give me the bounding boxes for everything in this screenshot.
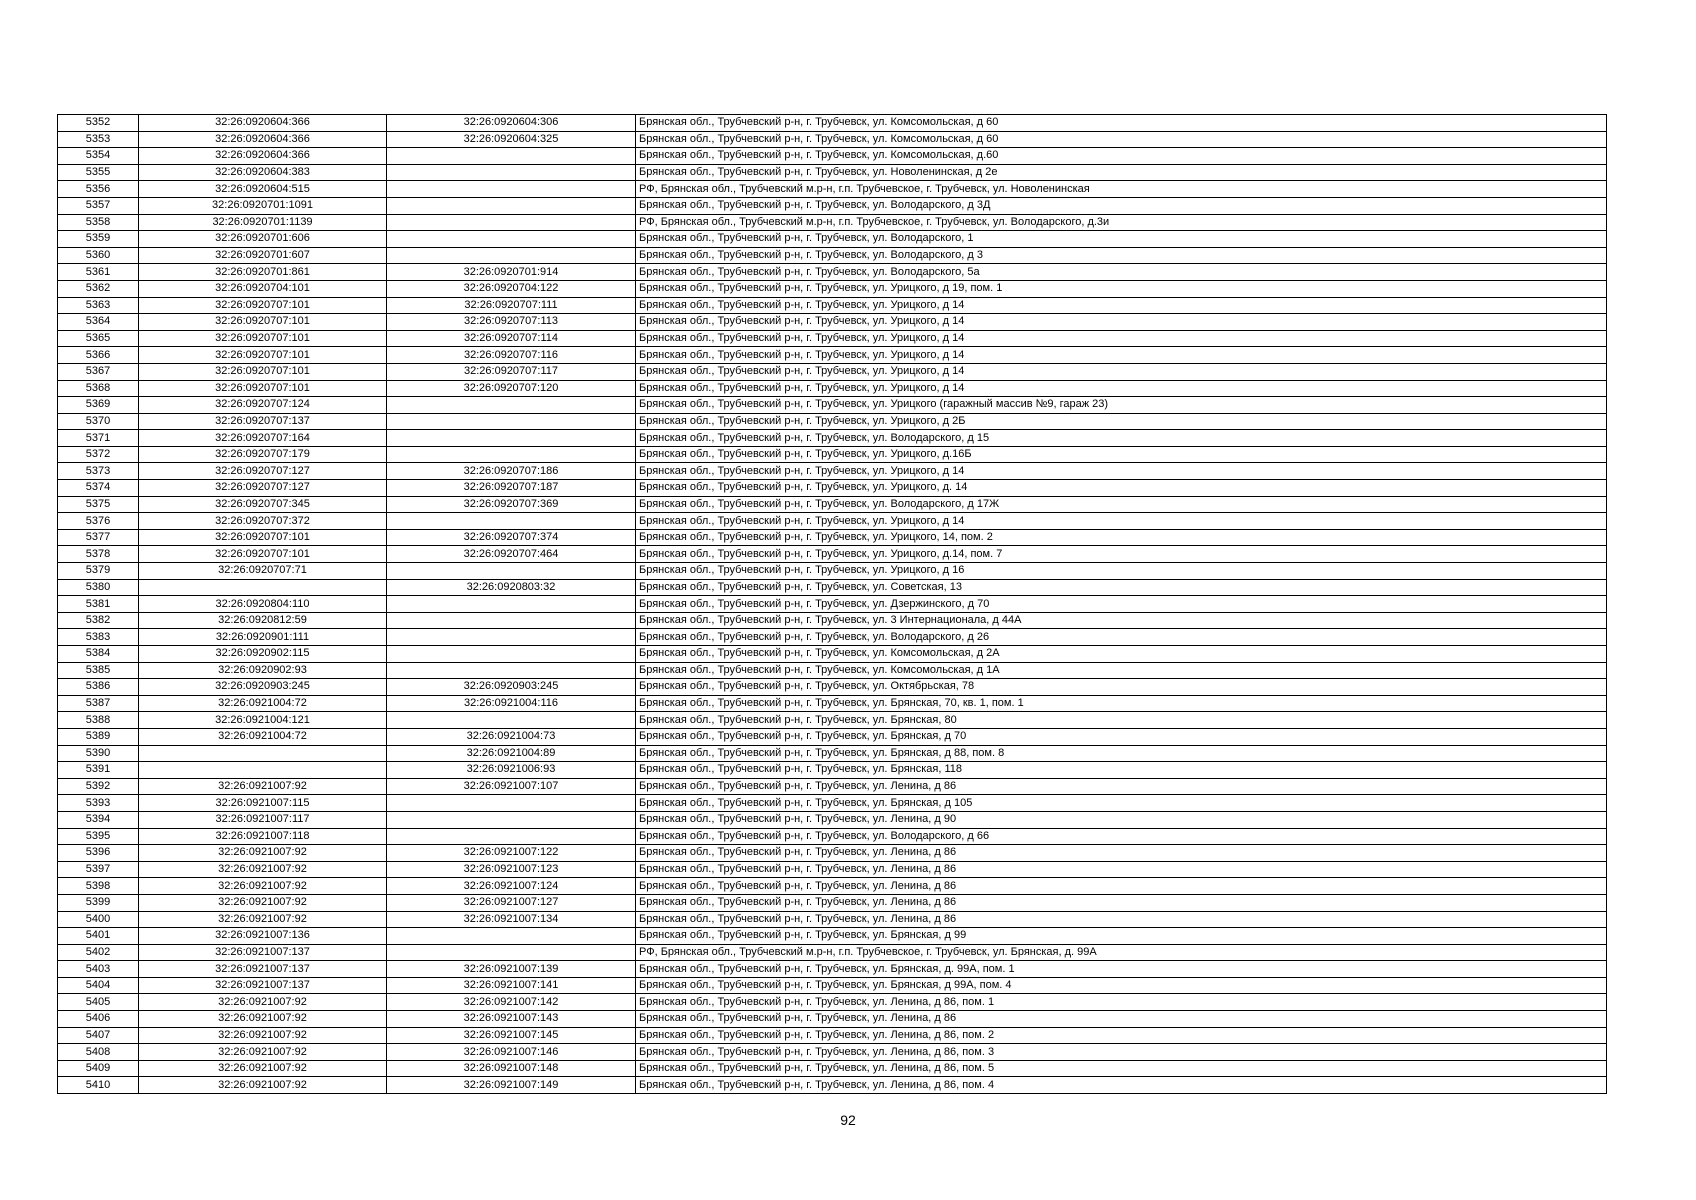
table-row: [58, 646, 1607, 663]
building-number-cell: 32:26:0921004:116: [387, 695, 636, 712]
address-cell: РФ, Брянская обл., Трубчевский м.р-н, г.п. Трубчевское, г. Трубчевск, ул. Брянская, д. 99А: [636, 944, 1607, 961]
parcel-number-cell: 32:26:0921007:137: [139, 961, 387, 978]
parcel-number-cell: 32:26:0921007:92: [139, 778, 387, 795]
building-number-cell: [387, 197, 636, 214]
address-cell: Брянская обл., Трубчевский р-н, г. Трубчевск, ул. Ленина, д 90: [636, 811, 1607, 828]
property-table: [57, 114, 1607, 1094]
table-row: [58, 231, 1607, 248]
building-number-cell: [387, 795, 636, 812]
address-cell: Брянская обл., Трубчевский р-н, г. Трубчевск, ул. Ленина, д 86: [636, 911, 1607, 928]
table-row: [58, 413, 1607, 430]
address-cell: Брянская обл., Трубчевский р-н, г. Трубчевск, ул. Урицкого, д 14: [636, 363, 1607, 380]
building-number-cell: [387, 811, 636, 828]
address-cell: Брянская обл., Трубчевский р-н, г. Трубчевск, ул. Володарского, д 26: [636, 629, 1607, 646]
address-cell: Брянская обл., Трубчевский р-н, г. Трубчевск, ул. Брянская, 70, кв. 1, пом. 1: [636, 695, 1607, 712]
building-number-cell: [387, 944, 636, 961]
building-number-cell: 32:26:0921007:139: [387, 961, 636, 978]
table-row: [58, 662, 1607, 679]
table-row: [58, 380, 1607, 397]
address-cell: Брянская обл., Трубчевский р-н, г. Трубчевск, ул. 3 Интернационала, д 44А: [636, 612, 1607, 629]
table-row: [58, 546, 1607, 563]
address-cell: Брянская обл., Трубчевский р-н, г. Трубчевск, ул. Брянская, д. 99А, пом. 1: [636, 961, 1607, 978]
parcel-number-cell: 32:26:0921007:118: [139, 828, 387, 845]
building-number-cell: 32:26:0921006:93: [387, 762, 636, 779]
row-number-cell: 5402: [58, 944, 139, 961]
parcel-number-cell: 32:26:0921007:115: [139, 795, 387, 812]
building-number-cell: 32:26:0921004:89: [387, 745, 636, 762]
row-number-cell: 5404: [58, 977, 139, 994]
building-number-cell: 32:26:0920707:186: [387, 463, 636, 480]
building-number-cell: 32:26:0921007:141: [387, 977, 636, 994]
table-row: [58, 994, 1607, 1011]
address-cell: Брянская обл., Трубчевский р-н, г. Трубчевск, ул. Урицкого (гаражный массив №9, гараж 23): [636, 397, 1607, 414]
table-row: [58, 496, 1607, 513]
building-number-cell: [387, 646, 636, 663]
table-row: [58, 911, 1607, 928]
building-number-cell: [387, 662, 636, 679]
row-number-cell: 5374: [58, 480, 139, 497]
building-number-cell: [387, 181, 636, 198]
parcel-number-cell: [139, 579, 387, 596]
address-cell: Брянская обл., Трубчевский р-н, г. Трубчевск, ул. Володарского, д 3Д: [636, 197, 1607, 214]
parcel-number-cell: 32:26:0920707:124: [139, 397, 387, 414]
table-row: [58, 247, 1607, 264]
row-number-cell: 5366: [58, 347, 139, 364]
parcel-number-cell: 32:26:0920707:137: [139, 413, 387, 430]
building-number-cell: 32:26:0920707:114: [387, 330, 636, 347]
table-row: [58, 264, 1607, 281]
building-number-cell: [387, 247, 636, 264]
table-row: [58, 148, 1607, 165]
address-cell: Брянская обл., Трубчевский р-н, г. Трубчевск, ул. Комсомольская, д.60: [636, 148, 1607, 165]
building-number-cell: 32:26:0921007:149: [387, 1077, 636, 1094]
table-row: [58, 629, 1607, 646]
row-number-cell: 5362: [58, 280, 139, 297]
parcel-number-cell: 32:26:0920707:101: [139, 529, 387, 546]
address-cell: Брянская обл., Трубчевский р-н, г. Трубчевск, ул. Ленина, д 86: [636, 1011, 1607, 1028]
address-cell: Брянская обл., Трубчевский р-н, г. Трубчевск, ул. Брянская, 118: [636, 762, 1607, 779]
address-cell: Брянская обл., Трубчевский р-н, г. Трубчевск, ул. Комсомольская, д 60: [636, 131, 1607, 148]
row-number-cell: 5395: [58, 828, 139, 845]
table-row: [58, 612, 1607, 629]
table-row: [58, 1027, 1607, 1044]
row-number-cell: 5382: [58, 612, 139, 629]
building-number-cell: 32:26:0921007:123: [387, 861, 636, 878]
table-row: [58, 1077, 1607, 1094]
building-number-cell: 32:26:0921007:122: [387, 845, 636, 862]
table-row: [58, 861, 1607, 878]
address-cell: Брянская обл., Трубчевский р-н, г. Трубчевск, ул. Урицкого, 14, пом. 2: [636, 529, 1607, 546]
address-cell: Брянская обл., Трубчевский р-н, г. Трубчевск, ул. Советская, 13: [636, 579, 1607, 596]
parcel-number-cell: 32:26:0921007:92: [139, 894, 387, 911]
parcel-number-cell: 32:26:0921007:137: [139, 944, 387, 961]
table-row: [58, 563, 1607, 580]
parcel-number-cell: 32:26:0921007:92: [139, 1077, 387, 1094]
table-row: [58, 197, 1607, 214]
address-cell: Брянская обл., Трубчевский р-н, г. Трубчевск, ул. Ленина, д 86: [636, 894, 1607, 911]
table-row: [58, 679, 1607, 696]
parcel-number-cell: 32:26:0921007:92: [139, 845, 387, 862]
table-row: [58, 845, 1607, 862]
parcel-number-cell: 32:26:0920604:366: [139, 115, 387, 132]
parcel-number-cell: 32:26:0921004:121: [139, 712, 387, 729]
table-row: [58, 430, 1607, 447]
address-cell: Брянская обл., Трубчевский р-н, г. Трубчевск, ул. Урицкого, д 14: [636, 297, 1607, 314]
address-cell: Брянская обл., Трубчевский р-н, г. Трубчевск, ул. Ленина, д 86, пом. 2: [636, 1027, 1607, 1044]
address-cell: Брянская обл., Трубчевский р-н, г. Трубчевск, ул. Брянская, д 99: [636, 928, 1607, 945]
parcel-number-cell: 32:26:0920707:164: [139, 430, 387, 447]
table-row: [58, 928, 1607, 945]
parcel-number-cell: 32:26:0920604:366: [139, 131, 387, 148]
parcel-number-cell: 32:26:0921007:92: [139, 1044, 387, 1061]
building-number-cell: 32:26:0920704:122: [387, 280, 636, 297]
table-row: [58, 131, 1607, 148]
parcel-number-cell: [139, 762, 387, 779]
address-cell: Брянская обл., Трубчевский р-н, г. Трубчевск, ул. Ленина, д 86: [636, 861, 1607, 878]
address-cell: Брянская обл., Трубчевский р-н, г. Трубчевск, ул. Комсомольская, д 1А: [636, 662, 1607, 679]
row-number-cell: 5403: [58, 961, 139, 978]
table-row: [58, 181, 1607, 198]
address-cell: Брянская обл., Трубчевский р-н, г. Трубчевск, ул. Комсомольская, д 2А: [636, 646, 1607, 663]
table-row: [58, 1011, 1607, 1028]
row-number-cell: 5353: [58, 131, 139, 148]
parcel-number-cell: 32:26:0921007:92: [139, 878, 387, 895]
address-cell: Брянская обл., Трубчевский р-н, г. Трубчевск, ул. Урицкого, д 16: [636, 563, 1607, 580]
row-number-cell: 5352: [58, 115, 139, 132]
row-number-cell: 5371: [58, 430, 139, 447]
table-row: [58, 1060, 1607, 1077]
building-number-cell: 32:26:0921007:146: [387, 1044, 636, 1061]
address-cell: Брянская обл., Трубчевский р-н, г. Трубчевск, ул. Ленина, д 86: [636, 778, 1607, 795]
building-number-cell: 32:26:0920604:306: [387, 115, 636, 132]
parcel-number-cell: 32:26:0920701:607: [139, 247, 387, 264]
parcel-number-cell: 32:26:0920707:101: [139, 380, 387, 397]
table-row: [58, 115, 1607, 132]
building-number-cell: 32:26:0921007:148: [387, 1060, 636, 1077]
parcel-number-cell: 32:26:0920707:101: [139, 363, 387, 380]
row-number-cell: 5361: [58, 264, 139, 281]
address-cell: Брянская обл., Трубчевский р-н, г. Трубчевск, ул. Володарского, д 3: [636, 247, 1607, 264]
address-cell: Брянская обл., Трубчевский р-н, г. Трубчевск, ул. Урицкого, д.16Б: [636, 446, 1607, 463]
row-number-cell: 5358: [58, 214, 139, 231]
row-number-cell: 5407: [58, 1027, 139, 1044]
table-row: [58, 811, 1607, 828]
page-number: 92: [840, 1112, 856, 1128]
parcel-number-cell: 32:26:0921007:92: [139, 1027, 387, 1044]
row-number-cell: 5368: [58, 380, 139, 397]
building-number-cell: [387, 828, 636, 845]
table-row: [58, 280, 1607, 297]
parcel-number-cell: 32:26:0920902:115: [139, 646, 387, 663]
parcel-number-cell: 32:26:0921007:92: [139, 1060, 387, 1077]
parcel-number-cell: 32:26:0920707:345: [139, 496, 387, 513]
parcel-number-cell: 32:26:0920707:179: [139, 446, 387, 463]
parcel-number-cell: 32:26:0921007:117: [139, 811, 387, 828]
row-number-cell: 5393: [58, 795, 139, 812]
address-cell: Брянская обл., Трубчевский р-н, г. Трубчевск, ул. Комсомольская, д 60: [636, 115, 1607, 132]
row-number-cell: 5359: [58, 231, 139, 248]
building-number-cell: [387, 712, 636, 729]
address-cell: Брянская обл., Трубчевский р-н, г. Трубчевск, ул. Урицкого, д 14: [636, 330, 1607, 347]
building-number-cell: 32:26:0920707:464: [387, 546, 636, 563]
table-row: [58, 513, 1607, 530]
row-number-cell: 5370: [58, 413, 139, 430]
table-row: [58, 728, 1607, 745]
building-number-cell: [387, 629, 636, 646]
address-cell: Брянская обл., Трубчевский р-н, г. Трубчевск, ул. Урицкого, д 19, пом. 1: [636, 280, 1607, 297]
row-number-cell: 5392: [58, 778, 139, 795]
building-number-cell: 32:26:0920707:369: [387, 496, 636, 513]
row-number-cell: 5355: [58, 164, 139, 181]
building-number-cell: [387, 596, 636, 613]
row-number-cell: 5369: [58, 397, 139, 414]
address-cell: Брянская обл., Трубчевский р-н, г. Трубчевск, ул. Брянская, д 70: [636, 728, 1607, 745]
parcel-number-cell: 32:26:0921007:92: [139, 911, 387, 928]
table-row: [58, 828, 1607, 845]
table-row: [58, 745, 1607, 762]
table-row: [58, 446, 1607, 463]
row-number-cell: 5364: [58, 314, 139, 331]
row-number-cell: 5365: [58, 330, 139, 347]
address-cell: Брянская обл., Трубчевский р-н, г. Трубчевск, ул. Урицкого, д. 14: [636, 480, 1607, 497]
row-number-cell: 5384: [58, 646, 139, 663]
row-number-cell: 5390: [58, 745, 139, 762]
parcel-number-cell: 32:26:0920901:111: [139, 629, 387, 646]
table-body: [58, 115, 1607, 1094]
table-row: [58, 894, 1607, 911]
building-number-cell: 32:26:0920707:117: [387, 363, 636, 380]
table-row: [58, 712, 1607, 729]
building-number-cell: 32:26:0920803:32: [387, 579, 636, 596]
table-row: [58, 529, 1607, 546]
building-number-cell: [387, 397, 636, 414]
parcel-number-cell: 32:26:0920604:383: [139, 164, 387, 181]
building-number-cell: 32:26:0921007:107: [387, 778, 636, 795]
row-number-cell: 5409: [58, 1060, 139, 1077]
row-number-cell: 5354: [58, 148, 139, 165]
address-cell: Брянская обл., Трубчевский р-н, г. Трубчевск, ул. Брянская, д 88, пом. 8: [636, 745, 1607, 762]
parcel-number-cell: [139, 745, 387, 762]
parcel-number-cell: 32:26:0920701:1139: [139, 214, 387, 231]
building-number-cell: 32:26:0920707:111: [387, 297, 636, 314]
row-number-cell: 5378: [58, 546, 139, 563]
parcel-number-cell: 32:26:0920704:101: [139, 280, 387, 297]
building-number-cell: 32:26:0920707:187: [387, 480, 636, 497]
row-number-cell: 5380: [58, 579, 139, 596]
table-row: [58, 214, 1607, 231]
row-number-cell: 5373: [58, 463, 139, 480]
address-cell: РФ, Брянская обл., Трубчевский м.р-н, г.п. Трубчевское, г. Трубчевск, ул. Володарского, д.3и: [636, 214, 1607, 231]
address-cell: Брянская обл., Трубчевский р-н, г. Трубчевск, ул. Ленина, д 86: [636, 845, 1607, 862]
parcel-number-cell: 32:26:0920604:366: [139, 148, 387, 165]
parcel-number-cell: 32:26:0920701:861: [139, 264, 387, 281]
row-number-cell: 5405: [58, 994, 139, 1011]
table-row: [58, 795, 1607, 812]
table-row: [58, 330, 1607, 347]
address-cell: Брянская обл., Трубчевский р-н, г. Трубчевск, ул. Урицкого, д.14, пом. 7: [636, 546, 1607, 563]
row-number-cell: 5367: [58, 363, 139, 380]
parcel-number-cell: 32:26:0920701:606: [139, 231, 387, 248]
building-number-cell: 32:26:0921007:145: [387, 1027, 636, 1044]
row-number-cell: 5360: [58, 247, 139, 264]
row-number-cell: 5397: [58, 861, 139, 878]
parcel-number-cell: 32:26:0921004:72: [139, 695, 387, 712]
building-number-cell: [387, 513, 636, 530]
table-row: [58, 347, 1607, 364]
building-number-cell: 32:26:0920604:325: [387, 131, 636, 148]
building-number-cell: [387, 612, 636, 629]
address-cell: Брянская обл., Трубчевский р-н, г. Трубчевск, ул. Володарского, 5а: [636, 264, 1607, 281]
address-cell: Брянская обл., Трубчевский р-н, г. Трубчевск, ул. Володарского, 1: [636, 231, 1607, 248]
address-cell: Брянская обл., Трубчевский р-н, г. Трубчевск, ул. Брянская, 80: [636, 712, 1607, 729]
table-row: [58, 1044, 1607, 1061]
table-row: [58, 695, 1607, 712]
row-number-cell: 5356: [58, 181, 139, 198]
building-number-cell: [387, 563, 636, 580]
row-number-cell: 5381: [58, 596, 139, 613]
address-cell: Брянская обл., Трубчевский р-н, г. Трубчевск, ул. Новоленинская, д 2е: [636, 164, 1607, 181]
row-number-cell: 5379: [58, 563, 139, 580]
parcel-number-cell: 32:26:0921007:92: [139, 1011, 387, 1028]
address-cell: Брянская обл., Трубчевский р-н, г. Трубчевск, ул. Урицкого, д 14: [636, 513, 1607, 530]
parcel-number-cell: 32:26:0920707:101: [139, 330, 387, 347]
address-cell: Брянская обл., Трубчевский р-н, г. Трубчевск, ул. Дзержинского, д 70: [636, 596, 1607, 613]
building-number-cell: [387, 214, 636, 231]
address-cell: Брянская обл., Трубчевский р-н, г. Трубчевск, ул. Урицкого, д 14: [636, 347, 1607, 364]
parcel-number-cell: 32:26:0920707:101: [139, 546, 387, 563]
table-row: [58, 762, 1607, 779]
building-number-cell: 32:26:0921007:124: [387, 878, 636, 895]
table-row: [58, 314, 1607, 331]
building-number-cell: 32:26:0920903:245: [387, 679, 636, 696]
address-cell: Брянская обл., Трубчевский р-н, г. Трубчевск, ул. Урицкого, д 14: [636, 314, 1607, 331]
address-cell: РФ, Брянская обл., Трубчевский м.р-н, г.п. Трубчевское, г. Трубчевск, ул. Новоленинская: [636, 181, 1607, 198]
table-row: [58, 878, 1607, 895]
parcel-number-cell: 32:26:0921007:92: [139, 861, 387, 878]
address-cell: Брянская обл., Трубчевский р-н, г. Трубчевск, ул. Ленина, д 86: [636, 878, 1607, 895]
address-cell: Брянская обл., Трубчевский р-н, г. Трубчевск, ул. Урицкого, д 2Б: [636, 413, 1607, 430]
address-cell: Брянская обл., Трубчевский р-н, г. Трубчевск, ул. Володарского, д 66: [636, 828, 1607, 845]
parcel-number-cell: 32:26:0921007:136: [139, 928, 387, 945]
table-row: [58, 164, 1607, 181]
table-row: [58, 363, 1607, 380]
row-number-cell: 5394: [58, 811, 139, 828]
parcel-number-cell: 32:26:0920707:101: [139, 347, 387, 364]
row-number-cell: 5376: [58, 513, 139, 530]
building-number-cell: 32:26:0921007:143: [387, 1011, 636, 1028]
building-number-cell: 32:26:0920707:116: [387, 347, 636, 364]
building-number-cell: 32:26:0921007:142: [387, 994, 636, 1011]
building-number-cell: [387, 430, 636, 447]
parcel-number-cell: 32:26:0920804:110: [139, 596, 387, 613]
address-cell: Брянская обл., Трубчевский р-н, г. Трубчевск, ул. Брянская, д 99А, пом. 4: [636, 977, 1607, 994]
parcel-number-cell: 32:26:0920604:515: [139, 181, 387, 198]
row-number-cell: 5410: [58, 1077, 139, 1094]
parcel-number-cell: 32:26:0920707:127: [139, 480, 387, 497]
building-number-cell: 32:26:0921004:73: [387, 728, 636, 745]
row-number-cell: 5387: [58, 695, 139, 712]
parcel-number-cell: 32:26:0920902:93: [139, 662, 387, 679]
parcel-number-cell: 32:26:0921004:72: [139, 728, 387, 745]
row-number-cell: 5389: [58, 728, 139, 745]
address-cell: Брянская обл., Трубчевский р-н, г. Трубчевск, ул. Ленина, д 86, пом. 1: [636, 994, 1607, 1011]
address-cell: Брянская обл., Трубчевский р-н, г. Трубчевск, ул. Урицкого, д 14: [636, 463, 1607, 480]
parcel-number-cell: 32:26:0920707:127: [139, 463, 387, 480]
table-row: [58, 596, 1607, 613]
parcel-number-cell: 32:26:0920707:372: [139, 513, 387, 530]
row-number-cell: 5372: [58, 446, 139, 463]
row-number-cell: 5377: [58, 529, 139, 546]
row-number-cell: 5408: [58, 1044, 139, 1061]
parcel-number-cell: 32:26:0921007:92: [139, 994, 387, 1011]
table-row: [58, 397, 1607, 414]
table-row: [58, 778, 1607, 795]
parcel-number-cell: 32:26:0920707:101: [139, 297, 387, 314]
row-number-cell: 5398: [58, 878, 139, 895]
address-cell: Брянская обл., Трубчевский р-н, г. Трубчевск, ул. Володарского, д 17Ж: [636, 496, 1607, 513]
row-number-cell: 5385: [58, 662, 139, 679]
row-number-cell: 5400: [58, 911, 139, 928]
building-number-cell: [387, 928, 636, 945]
table-row: [58, 463, 1607, 480]
table-row: [58, 480, 1607, 497]
row-number-cell: 5386: [58, 679, 139, 696]
row-number-cell: 5375: [58, 496, 139, 513]
building-number-cell: 32:26:0920701:914: [387, 264, 636, 281]
parcel-number-cell: 32:26:0920903:245: [139, 679, 387, 696]
building-number-cell: 32:26:0921007:134: [387, 911, 636, 928]
building-number-cell: [387, 446, 636, 463]
row-number-cell: 5357: [58, 197, 139, 214]
building-number-cell: [387, 413, 636, 430]
row-number-cell: 5388: [58, 712, 139, 729]
parcel-number-cell: 32:26:0920707:101: [139, 314, 387, 331]
row-number-cell: 5363: [58, 297, 139, 314]
table-row: [58, 579, 1607, 596]
address-cell: Брянская обл., Трубчевский р-н, г. Трубчевск, ул. Ленина, д 86, пом. 5: [636, 1060, 1607, 1077]
parcel-number-cell: 32:26:0921007:137: [139, 977, 387, 994]
building-number-cell: [387, 148, 636, 165]
parcel-number-cell: 32:26:0920707:71: [139, 563, 387, 580]
building-number-cell: 32:26:0921007:127: [387, 894, 636, 911]
parcel-number-cell: 32:26:0920701:1091: [139, 197, 387, 214]
row-number-cell: 5399: [58, 894, 139, 911]
table-row: [58, 944, 1607, 961]
address-cell: Брянская обл., Трубчевский р-н, г. Трубчевск, ул. Урицкого, д 14: [636, 380, 1607, 397]
building-number-cell: [387, 164, 636, 181]
building-number-cell: 32:26:0920707:113: [387, 314, 636, 331]
table-row: [58, 977, 1607, 994]
row-number-cell: 5396: [58, 845, 139, 862]
row-number-cell: 5406: [58, 1011, 139, 1028]
address-cell: Брянская обл., Трубчевский р-н, г. Трубчевск, ул. Ленина, д 86, пом. 4: [636, 1077, 1607, 1094]
table-row: [58, 297, 1607, 314]
building-number-cell: [387, 231, 636, 248]
building-number-cell: 32:26:0920707:120: [387, 380, 636, 397]
row-number-cell: 5391: [58, 762, 139, 779]
row-number-cell: 5401: [58, 928, 139, 945]
address-cell: Брянская обл., Трубчевский р-н, г. Трубчевск, ул. Ленина, д 86, пом. 3: [636, 1044, 1607, 1061]
row-number-cell: 5383: [58, 629, 139, 646]
parcel-number-cell: 32:26:0920812:59: [139, 612, 387, 629]
table-row: [58, 961, 1607, 978]
building-number-cell: 32:26:0920707:374: [387, 529, 636, 546]
address-cell: Брянская обл., Трубчевский р-н, г. Трубчевск, ул. Октябрьская, 78: [636, 679, 1607, 696]
address-cell: Брянская обл., Трубчевский р-н, г. Трубчевск, ул. Брянская, д 105: [636, 795, 1607, 812]
address-cell: Брянская обл., Трубчевский р-н, г. Трубчевск, ул. Володарского, д 15: [636, 430, 1607, 447]
property-table-container: [57, 114, 1606, 1094]
